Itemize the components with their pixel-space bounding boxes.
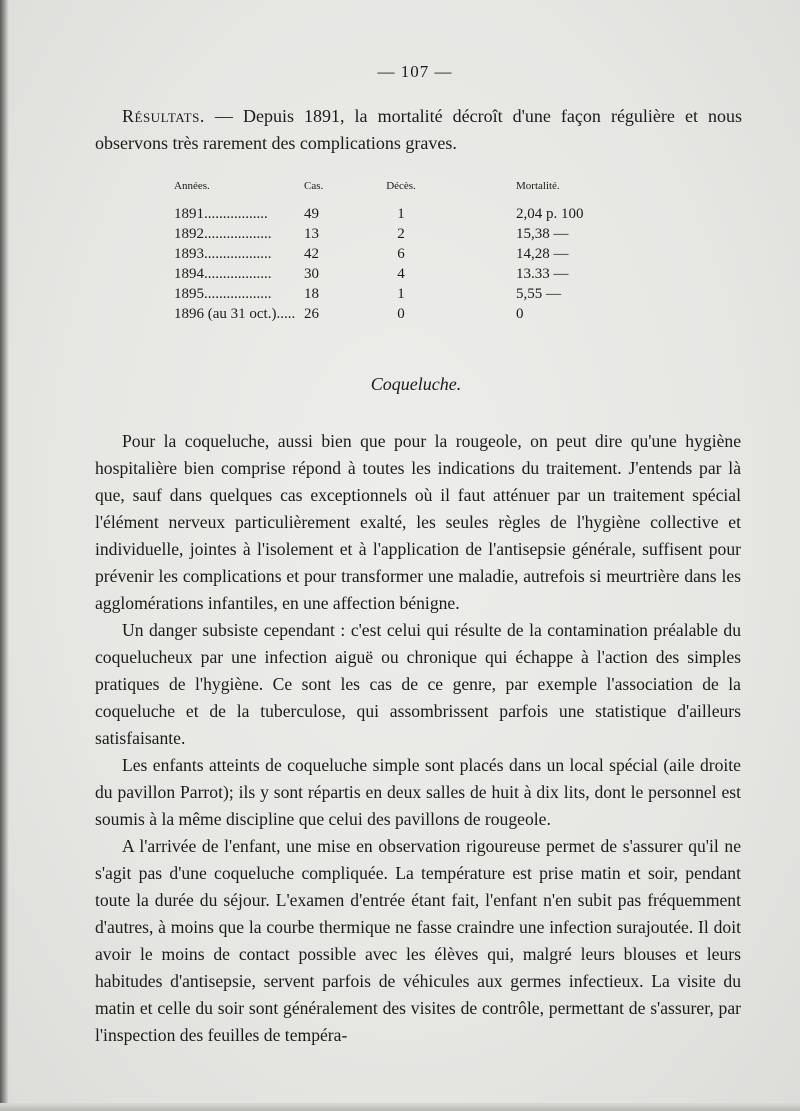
results-first-line: [122, 103, 742, 130]
header-cas: Cas.: [304, 180, 324, 192]
cell-mortalite: 5,55 —: [516, 285, 561, 302]
cell-spacer: [436, 284, 516, 304]
results-paragraph: [95, 103, 742, 157]
cell-spacer: [436, 264, 516, 284]
cell-spacer: [436, 304, 516, 324]
cell-year: 1896 (au 31 oct.).....: [174, 305, 296, 322]
table-row: [174, 264, 654, 284]
cell-year: 1895..................: [174, 285, 272, 302]
cell-cas: 26: [304, 305, 319, 322]
cell-deces: 6: [397, 245, 405, 262]
paragraph: Les enfants atteints de coqueluche simple sont placés dans un local spécial (aile droite du pavillon Parrot); ils y sont répartis en deux salles de huit à dix lits, dont le personnel est soumis à la même discipline que celui des pavillons de rougeole.: [95, 755, 741, 829]
page-bottom-edge: [0, 1103, 800, 1111]
table-row: [174, 304, 654, 324]
cell-deces: 2: [397, 225, 405, 242]
cell-mortalite: 14,28 —: [516, 245, 569, 262]
cell-mortalite: 0: [516, 305, 524, 322]
paragraph: Un danger subsiste cependant : c'est celui qui résulte de la contamination préalable du coquelucheux par une infection aiguë ou chronique qui échappe à l'action des simples pratiques de l'hygiène. Ce sont les cas de ce genre, par exemple l'association de la coqueluche et de la tuberculose, qui assombrissent parfois une statistique d'ailleurs satisfaisante.: [95, 620, 741, 748]
cell-deces: 0: [397, 305, 405, 322]
paragraph: A l'arrivée de l'enfant, une mise en observation rigoureuse permet de s'assurer qu'il ne s'agit pas d'une coqueluche compliquée. La température est prise matin et soir, pendant toute la durée du séjour. L'examen d'entrée étant fait, l'enfant n'en subit pas fréquemment d'autres, à moins que la courbe thermique ne fasse craindre une infection surajoutée. Il doit avoir le moins de contact possible avec les élèves qui, malgré leurs blouses et leurs habitudes d'antisepsie, servent parfois de véhicules aux germes infectieux. La visite du matin et celle du soir sont généralement des visites de contrôle, permettant de s'assurer, par l'inspection des feuilles de tempéra-: [95, 836, 741, 1045]
cell-year: 1893..................: [174, 245, 272, 262]
cell-deces: 1: [397, 205, 405, 222]
header-mortalite: Mortalité.: [516, 180, 560, 192]
cell-year: 1894..................: [174, 265, 272, 282]
cell-deces: 1: [397, 285, 405, 302]
cell-cas: 49: [304, 205, 319, 222]
cell-year: 1892..................: [174, 225, 272, 242]
paragraph: Pour la coqueluche, aussi bien que pour la rougeole, on peut dire qu'une hygiène hospitalière bien comprise répond à toutes les indications du traitement. J'entends par là que, sauf dans quelques cas exceptionnels où il faut atténuer par un traitement spécial l'élément nerveux particulièrement exalté, les seules règles de l'hygiène collective et individuelle, jointes à l'isolement et à l'application de l'antisepsie générale, suffisent pour prévenir les complications et pour transformer une maladie, autrefois si meurtrière dans les agglomérations infantiles, en une affection bénigne.: [95, 431, 741, 613]
table-header-row: [174, 180, 654, 204]
cell-spacer: [436, 244, 516, 264]
cell-mortalite: 15,38 —: [516, 225, 569, 242]
header-deces: Décès.: [386, 180, 416, 192]
cell-year: 1891.................: [174, 205, 268, 222]
mortality-table: [174, 180, 654, 324]
page-binding-edge: [0, 0, 9, 1111]
table-row: [174, 224, 654, 244]
table-row: [174, 204, 654, 224]
cell-mortalite: 2,04 p. 100: [516, 205, 584, 222]
section-title: Coqueluche.: [370, 374, 462, 394]
results-heading: Résultats.: [122, 106, 205, 126]
header-spacer: [436, 180, 516, 204]
cell-deces: 4: [397, 265, 405, 282]
body-text: [95, 428, 741, 1049]
header-annees: Années.: [174, 180, 210, 192]
table-row: [174, 284, 654, 304]
cell-cas: 18: [304, 285, 319, 302]
table-row: [174, 244, 654, 264]
cell-cas: 13: [304, 225, 319, 242]
cell-cas: 30: [304, 265, 319, 282]
cell-spacer: [436, 224, 516, 244]
results-text-rest: observons très rarement des complications graves.: [95, 133, 457, 153]
cell-mortalite: 13.33 —: [516, 265, 569, 282]
results-text-first-line: — Depuis 1891, la mortalité décroît d'une façon régulière et nous: [214, 106, 742, 126]
cell-spacer: [436, 204, 516, 224]
cell-cas: 42: [304, 245, 319, 262]
page-number: — 107 —: [377, 62, 453, 81]
